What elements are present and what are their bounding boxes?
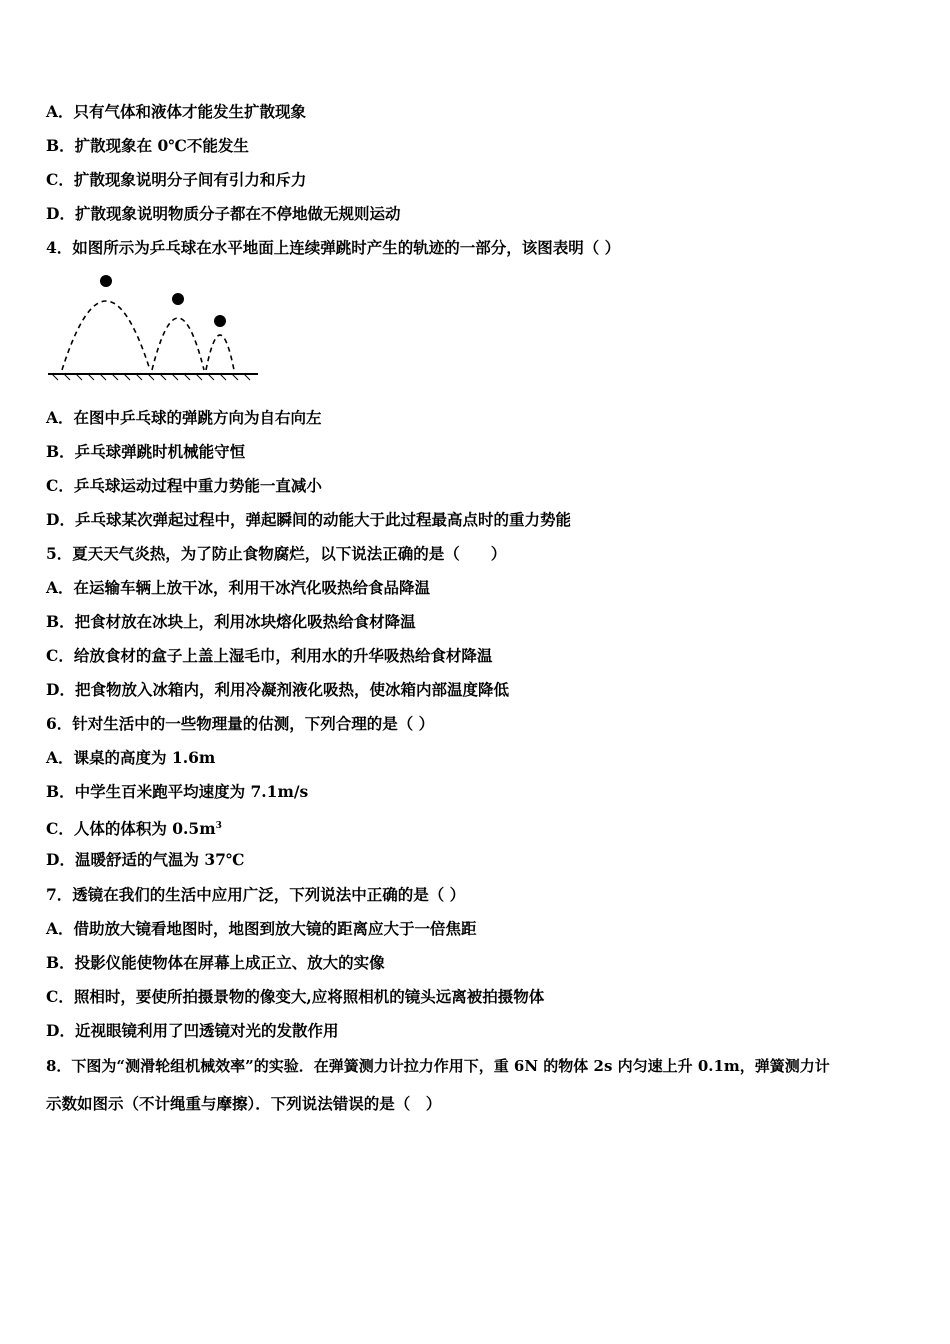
ping-pong-bounce-figure — [44, 270, 264, 386]
q8-stem-line-2: 示数如图示（不计绳重与摩擦）．下列说法错误的是（ ） — [46, 1094, 442, 1113]
q5-option-a: A．在运输车辆上放干冰，利用干冰汽化吸热给食品降温 — [46, 578, 431, 597]
q7-option-c: C．照相时，要使所拍摄景物的像变大,应将照相机的镜头远离被拍摄物体 — [46, 987, 545, 1006]
q7-option-b: B．投影仪能使物体在屏幕上成正立、放大的实像 — [46, 953, 385, 972]
q4-option-c: C．乒乓球运动过程中重力势能一直减小 — [46, 476, 322, 495]
q5-stem: 5．夏天天气炎热，为了防止食物腐烂，以下说法正确的是（ ） — [46, 544, 507, 563]
bounce-arc-2 — [152, 318, 204, 370]
bounce-arc-3 — [206, 335, 234, 370]
q6-option-b: B．中学生百米跑平均速度为 7.1m/s — [46, 782, 309, 801]
q6-option-d: D．温暖舒适的气温为 37℃ — [46, 850, 245, 869]
ball-peak-3 — [214, 315, 226, 327]
q3-option-d: D．扩散现象说明物质分子都在不停地做无规则运动 — [46, 204, 401, 223]
q5-option-b: B．把食材放在冰块上，利用冰块熔化吸热给食材降温 — [46, 612, 416, 631]
q6-stem: 6．针对生活中的一些物理量的估测，下列合理的是（ ） — [46, 714, 435, 733]
q4-stem: 4．如图所示为乒乓球在水平地面上连续弹跳时产生的轨迹的一部分，该图表明（ ） — [46, 238, 621, 257]
q7-stem: 7．透镜在我们的生活中应用广泛，下列说法中正确的是（ ） — [46, 885, 466, 904]
q7-option-a: A．借助放大镜看地图时，地图到放大镜的距离应大于一倍焦距 — [46, 919, 477, 938]
q6-option-a: A．课桌的高度为 1.6m — [46, 748, 216, 767]
q8-stem-line-1: 8．下图为“测滑轮组机械效率”的实验．在弹簧测力计拉力作用下，重 6N 的物体 2s 内匀速上升 0.1m，弹簧测力计 — [46, 1057, 830, 1075]
q6-option-c — [46, 816, 222, 839]
q4-option-d: D．乒乓球某次弹起过程中，弹起瞬间的动能大于此过程最高点时的重力势能 — [46, 510, 571, 529]
q5-option-c: C．给放食材的盒子上盖上湿毛巾，利用水的升华吸热给食材降温 — [46, 646, 493, 665]
q3-option-b: B．扩散现象在 0℃不能发生 — [46, 136, 249, 155]
q7-option-d: D．近视眼镜利用了凹透镜对光的发散作用 — [46, 1021, 339, 1040]
bounce-arc-1 — [62, 301, 150, 370]
q5-option-d: D．把食物放入冰箱内，利用冷凝剂液化吸热，使冰箱内部温度降低 — [46, 680, 509, 699]
q3-option-c: C．扩散现象说明分子间有引力和斥力 — [46, 170, 307, 189]
q6-option-c-text: C．人体的体积为 0.5m — [46, 819, 216, 838]
q4-option-a: A．在图中乒乓球的弹跳方向为自右向左 — [46, 408, 322, 427]
q4-option-b: B．乒乓球弹跳时机械能守恒 — [46, 442, 246, 461]
q3-option-a: A．只有气体和液体才能发生扩散现象 — [46, 102, 307, 121]
ball-peak-2 — [172, 293, 184, 305]
ball-peak-1 — [100, 275, 112, 287]
bounce-trajectory-diagram — [44, 270, 264, 382]
q6-option-c-exponent: 3 — [215, 821, 222, 831]
